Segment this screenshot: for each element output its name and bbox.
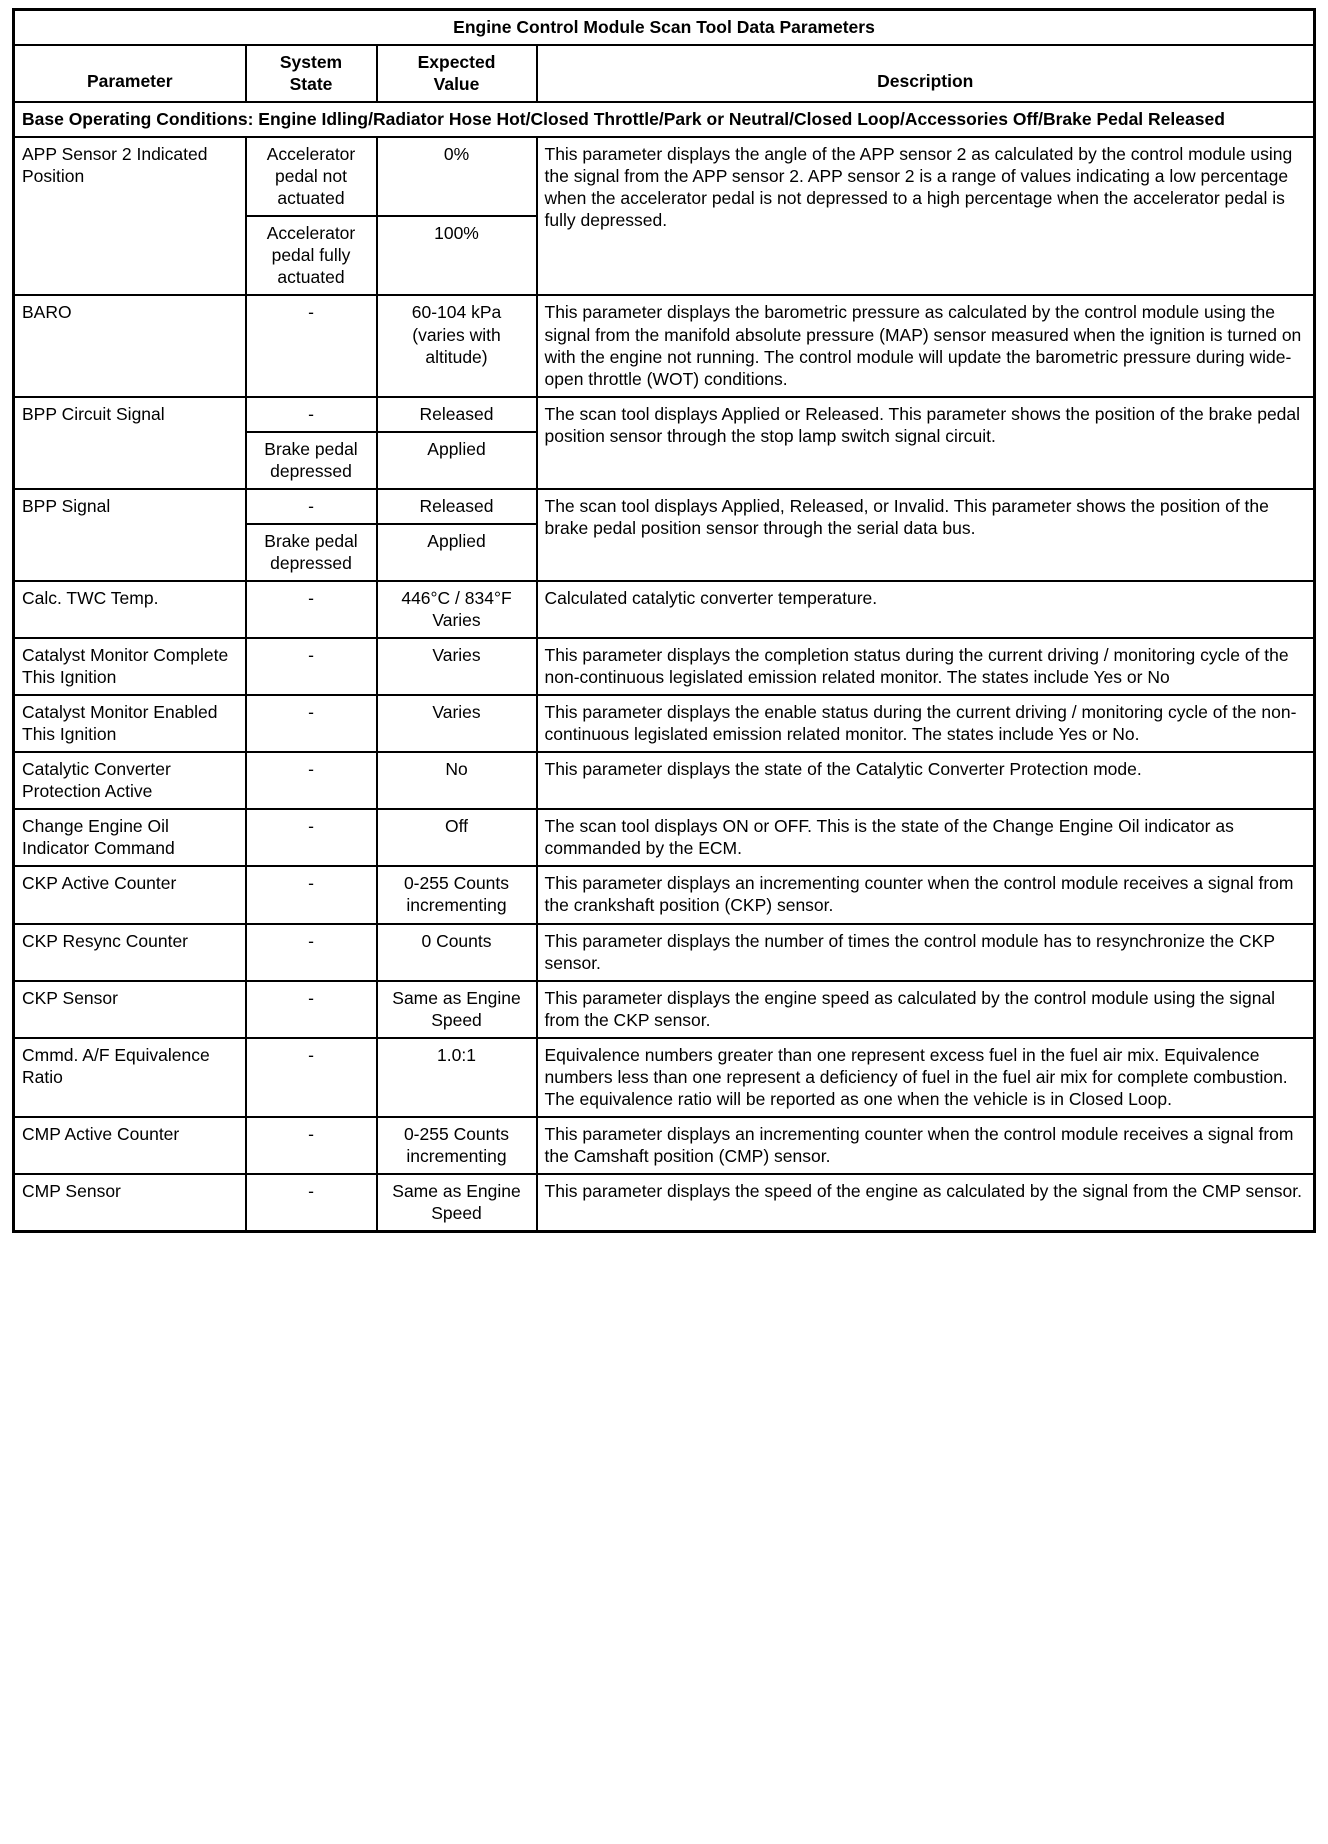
table-row xyxy=(14,809,1315,866)
system-state-value: - xyxy=(246,295,377,396)
expected-value: Same as Engine Speed xyxy=(377,981,537,1038)
expected-value: 0 Counts xyxy=(377,924,537,981)
parameter-description: This parameter displays the number of times the control module has to resynchronize the CKP sensor. xyxy=(537,924,1315,981)
parameter-name: Calc. TWC Temp. xyxy=(14,581,246,638)
expected-value: 446°C / 834°F Varies xyxy=(377,581,537,638)
table-row xyxy=(14,1117,1315,1174)
system-state-value: - xyxy=(246,809,377,866)
table-title: Engine Control Module Scan Tool Data Parameters xyxy=(14,10,1315,46)
table-row xyxy=(14,581,1315,638)
expected-value: Varies xyxy=(377,638,537,695)
table-row xyxy=(14,1174,1315,1232)
base-conditions-row xyxy=(14,102,1315,137)
parameter-name: APP Sensor 2 Indicated Position xyxy=(14,137,246,295)
system-state-value: - xyxy=(246,695,377,752)
parameter-description: This parameter displays the enable status during the current driving / monitoring cycle of the non-continuous legislated emission related monitor. The states include Yes or No. xyxy=(537,695,1315,752)
table-row xyxy=(14,1038,1315,1117)
table-row xyxy=(14,866,1315,923)
parameter-description: This parameter displays the angle of the APP sensor 2 as calculated by the control module using the signal from the APP sensor 2. APP sensor 2 is a range of values indicating a low percentage when the accelerator pedal is not depressed to a high percentage when the accelerator pedal is fully depressed. xyxy=(537,137,1315,295)
column-header-expected-value xyxy=(377,45,537,102)
parameter-description: This parameter displays the speed of the engine as calculated by the signal from the CMP sensor. xyxy=(537,1174,1315,1232)
expected-value: 1.0:1 xyxy=(377,1038,537,1117)
parameter-name: CMP Active Counter xyxy=(14,1117,246,1174)
table-row xyxy=(14,295,1315,396)
system-state-value: - xyxy=(246,397,377,432)
system-state-value: - xyxy=(246,866,377,923)
system-state-value: - xyxy=(246,1038,377,1117)
system-state-value: - xyxy=(246,1117,377,1174)
parameter-description: This parameter displays an incrementing counter when the control module receives a signal from the crankshaft position (CKP) sensor. xyxy=(537,866,1315,923)
expected-value: 0% xyxy=(377,137,537,216)
expected-value: Applied xyxy=(377,524,537,581)
parameter-name: CKP Resync Counter xyxy=(14,924,246,981)
table-row xyxy=(14,638,1315,695)
parameter-name: Catalytic Converter Protection Active xyxy=(14,752,246,809)
expected-value: Released xyxy=(377,489,537,524)
column-header-parameter: Parameter xyxy=(14,45,246,102)
table-row xyxy=(14,397,1315,432)
column-header-system-state xyxy=(246,45,377,102)
parameter-description: Calculated catalytic converter temperature. xyxy=(537,581,1315,638)
table-row xyxy=(14,137,1315,216)
system-state-value: - xyxy=(246,1174,377,1232)
system-state-value: Accelerator pedal not actuated xyxy=(246,137,377,216)
parameter-description: This parameter displays the engine speed as calculated by the control module using the signal from the CKP sensor. xyxy=(537,981,1315,1038)
system-state-value: - xyxy=(246,638,377,695)
expected-value: 0-255 Counts incrementing xyxy=(377,1117,537,1174)
parameter-name: BPP Signal xyxy=(14,489,246,581)
parameter-description: The scan tool displays Applied, Released, or Invalid. This parameter shows the position of the brake pedal position sensor through the serial data bus. xyxy=(537,489,1315,581)
table-header-row xyxy=(14,45,1315,102)
scan-tool-data-table xyxy=(12,8,1316,1233)
table-row xyxy=(14,924,1315,981)
parameter-description: This parameter displays an incrementing counter when the control module receives a signal from the Camshaft position (CMP) sensor. xyxy=(537,1117,1315,1174)
parameter-description: This parameter displays the state of the Catalytic Converter Protection mode. xyxy=(537,752,1315,809)
system-state-value: - xyxy=(246,581,377,638)
expected-value: 100% xyxy=(377,216,537,295)
parameter-description: This parameter displays the barometric pressure as calculated by the control module using the signal from the manifold absolute pressure (MAP) sensor measured when the ignition is turned on with the engine not running. The control module will update the barometric pressure during wide-open throttle (WOT) conditions. xyxy=(537,295,1315,396)
expected-value: Same as Engine Speed xyxy=(377,1174,537,1232)
parameter-description: The scan tool displays ON or OFF. This is the state of the Change Engine Oil indicator as commanded by the ECM. xyxy=(537,809,1315,866)
expected-value: Off xyxy=(377,809,537,866)
parameter-name: Change Engine Oil Indicator Command xyxy=(14,809,246,866)
system-state-value: - xyxy=(246,752,377,809)
column-header-system-state-line2: State xyxy=(289,74,333,95)
parameter-name: BARO xyxy=(14,295,246,396)
system-state-value: Accelerator pedal fully actuated xyxy=(246,216,377,295)
expected-value: Released xyxy=(377,397,537,432)
parameter-description: This parameter displays the completion status during the current driving / monitoring cycle of the non-continuous legislated emission related monitor. The states include Yes or No xyxy=(537,638,1315,695)
system-state-value: - xyxy=(246,924,377,981)
parameter-name: CKP Active Counter xyxy=(14,866,246,923)
expected-value: Applied xyxy=(377,432,537,489)
system-state-value: - xyxy=(246,489,377,524)
parameter-name: CKP Sensor xyxy=(14,981,246,1038)
expected-value: Varies xyxy=(377,695,537,752)
parameter-name: Catalyst Monitor Complete This Ignition xyxy=(14,638,246,695)
column-header-system-state-line1: System xyxy=(279,52,343,73)
table-row xyxy=(14,695,1315,752)
expected-value: No xyxy=(377,752,537,809)
column-header-description: Description xyxy=(537,45,1315,102)
parameter-name: BPP Circuit Signal xyxy=(14,397,246,489)
parameter-description: The scan tool displays Applied or Released. This parameter shows the position of the brake pedal position sensor through the stop lamp switch signal circuit. xyxy=(537,397,1315,489)
parameter-name: CMP Sensor xyxy=(14,1174,246,1232)
table-row xyxy=(14,489,1315,524)
table-row xyxy=(14,981,1315,1038)
table-row xyxy=(14,752,1315,809)
system-state-value: Brake pedal depressed xyxy=(246,524,377,581)
base-operating-conditions: Base Operating Conditions: Engine Idling/Radiator Hose Hot/Closed Throttle/Park or Neutral/Closed Loop/Accessories Off/Brake Pedal Released xyxy=(14,102,1315,137)
parameter-description: Equivalence numbers greater than one represent excess fuel in the fuel air mix. Equivalence numbers less than one represent a deficiency of fuel in the fuel air mix for complete combustion. The equivalence ratio will be reported as one when the vehicle is in Closed Loop. xyxy=(537,1038,1315,1117)
system-state-value: - xyxy=(246,981,377,1038)
column-header-expected-value-line1: Expected xyxy=(417,52,496,73)
parameter-name: Cmmd. A/F Equivalence Ratio xyxy=(14,1038,246,1117)
column-header-expected-value-line2: Value xyxy=(433,74,480,95)
parameter-name: Catalyst Monitor Enabled This Ignition xyxy=(14,695,246,752)
expected-value: 60-104 kPa (varies with altitude) xyxy=(377,295,537,396)
table-title-row xyxy=(14,10,1315,46)
expected-value: 0-255 Counts incrementing xyxy=(377,866,537,923)
system-state-value: Brake pedal depressed xyxy=(246,432,377,489)
